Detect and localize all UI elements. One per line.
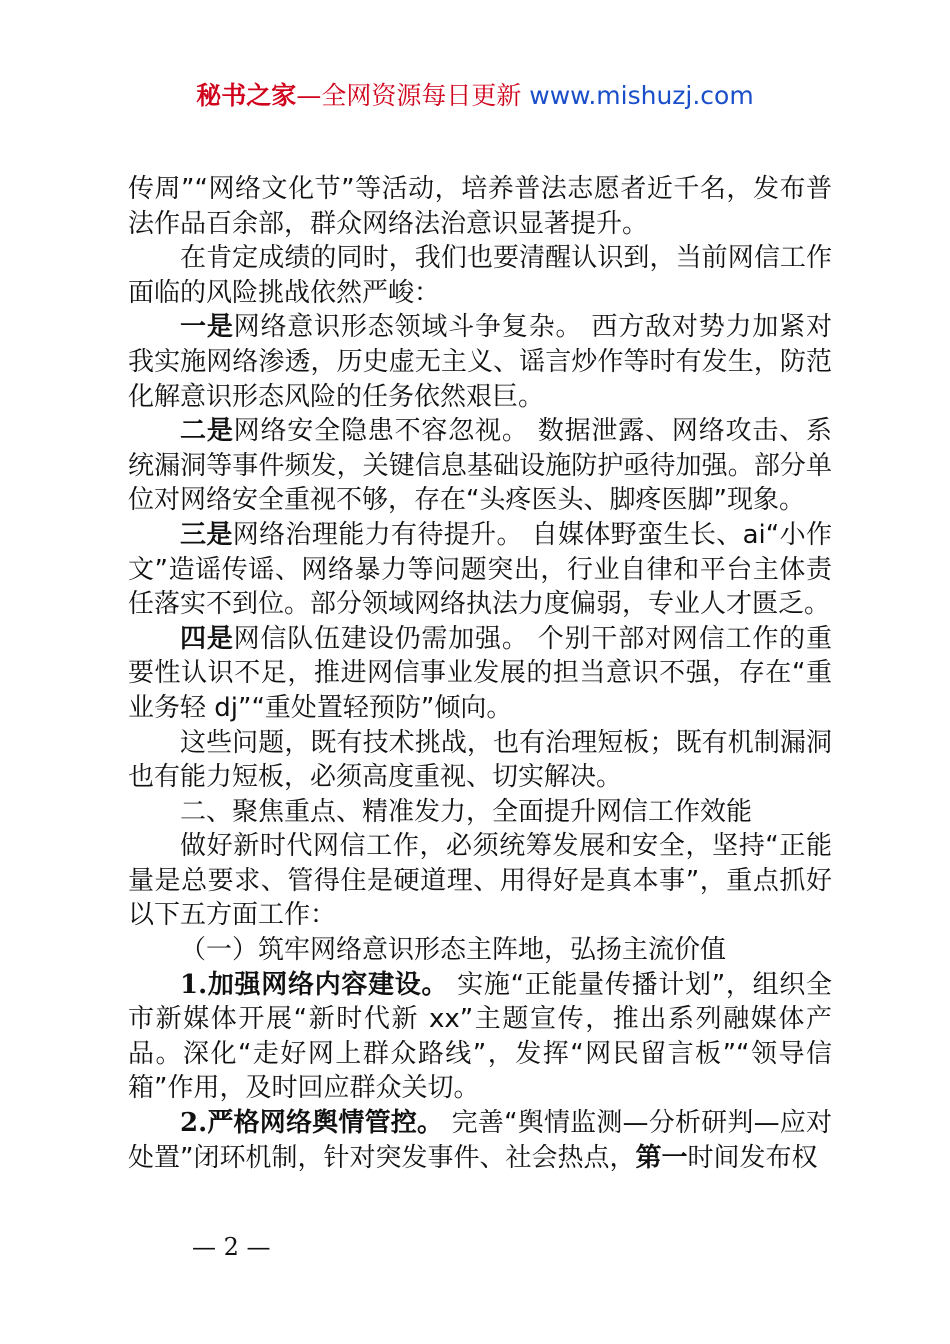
paragraph-continuation: 传周”“网络文化节”等活动，培养普法志愿者近千名，发布普法作品百余部，群众网络法治意识显著提升。 [128, 174, 832, 239]
paragraph-lead: 二是 [180, 416, 234, 447]
site-url[interactable]: www.mishuzj.com [529, 81, 754, 110]
paragraph-lead: 四是 [180, 623, 234, 654]
paragraph-risk-2 [128, 414, 832, 518]
paragraph-bold-text: 第一 [635, 1142, 688, 1173]
paragraph-text: 网络意识形态领域斗争复杂。 西方敌对势力加紧对我实施网络渗透，历史虚无主义、谣言炒作等时有发生，防范化解意识形态风险的任务依然艰巨。 [128, 312, 832, 412]
paragraph-lead: 1.加强网络内容建设。 [180, 969, 449, 1000]
paragraph-text: 网络安全隐患不容忽视。 数据泄露、网络攻击、系统漏洞等事件频发，关键信息基础设施防护亟待加强。部分单位对网络安全重视不够，存在“头疼医头、脚疼医脚”现象。 [128, 416, 832, 516]
paragraph-text: 实施“正能量传播计划”，组织全市新媒体开展“新时代新 xx”主题宣传，推出系列融媒体产品。深化“走好网上群众路线”，发挥“网民留言板”“领导信箱”作用，及时回应群众关切。 [128, 969, 832, 1104]
document-body [128, 172, 832, 1175]
subsection-heading-1: （一）筑牢网络意识形态主阵地，弘扬主流价值 [180, 935, 727, 966]
paragraph-summary: 这些问题，既有技术挑战，也有治理短板；既有机制漏洞也有能力短板，必须高度重视、切实解决。 [128, 727, 832, 793]
paragraph-lead: 一是 [180, 312, 234, 343]
paragraph-lead: 三是 [180, 519, 233, 550]
paragraph-risk-4 [128, 622, 832, 726]
paragraph-section-intro: 做好新时代网信工作，必须统筹发展和安全，坚持“正能量是总要求、管得住是硬道理、用得好是真本事”，重点抓好以下五方面工作： [128, 831, 832, 931]
section-heading-2: 二、聚焦重点、精准发力，全面提升网信工作效能 [180, 796, 753, 827]
brand-name: 秘书之家 [196, 81, 297, 110]
paragraph-item-1 [128, 968, 832, 1106]
paragraph-risk-3 [128, 518, 832, 622]
paragraph-text-end: 时间发布权 [687, 1142, 818, 1173]
paragraph-risk-1 [128, 310, 832, 414]
header-slogan: —全网资源每日更新 [296, 81, 522, 110]
paragraph-item-2 [128, 1106, 832, 1175]
paragraph-text: 完善“舆情监测—分析研判—应对处置”闭环机制，针对突发事件、社会热点， [128, 1108, 832, 1173]
paragraph-lead: 2.严格网络舆情管控。 [180, 1108, 444, 1139]
paragraph-text: 网络治理能力有待提升。 自媒体野蛮生长、ai“小作文”造谣传谣、网络暴力等问题突出，行业自律和平台主体责任落实不到位。部分领域网络执法力度偏弱，专业人才匮乏。 [128, 519, 832, 620]
site-header [0, 80, 950, 112]
paragraph-text: 网信队伍建设仍需加强。 个别干部对网信工作的重要性认识不足，推进网信事业发展的担当意识不强，存在“重业务轻 dj”“重处置轻预防”倾向。 [128, 623, 832, 723]
paragraph-risk-intro: 在肯定成绩的同时，我们也要清醒认识到，当前网信工作面临的风险挑战依然严峻： [128, 243, 832, 308]
page-number: — 2 — [192, 1233, 271, 1261]
